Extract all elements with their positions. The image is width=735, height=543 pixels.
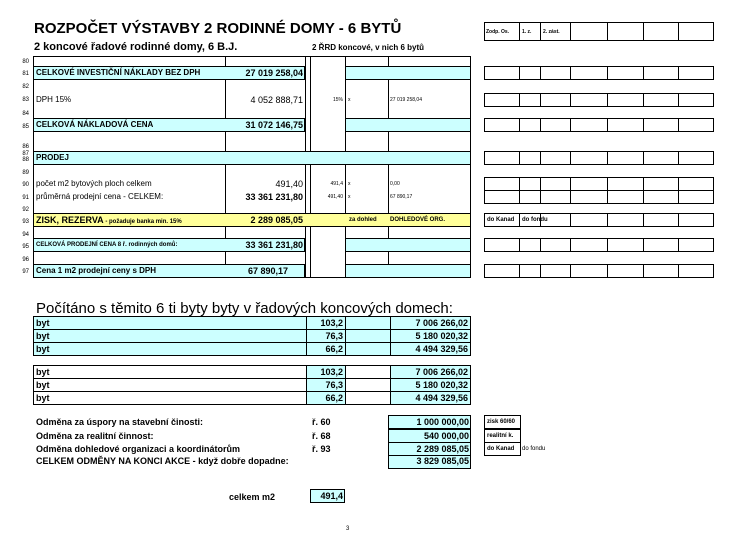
reward-label: Odměna za úspory na stavební činosti: xyxy=(36,417,204,427)
reward-value[interactable]: 540 000,00 xyxy=(423,431,469,441)
reward-total-label: CELKEM ODMĚNY NA KONCI AKCE - když dobře dopadne: xyxy=(36,456,289,466)
table-row: byt 66,2 4 494 329,56 xyxy=(34,343,471,356)
row-90-value[interactable]: 491,40 xyxy=(275,179,303,189)
row-number: 89 xyxy=(22,170,29,176)
row-number: 85 xyxy=(22,124,29,130)
row-number: 90 xyxy=(22,182,29,188)
side-header-1z: 1. z. xyxy=(522,29,532,35)
row-88-label: PRODEJ xyxy=(36,153,69,162)
reward-ref: ř. 68 xyxy=(312,431,331,441)
reward-label: Odměna dohledové organizaci a koordinátorům xyxy=(36,444,241,454)
side-kanad: do Kanad xyxy=(487,217,515,223)
reward-note: realitní k. xyxy=(487,433,514,439)
row-number: 92 xyxy=(22,207,29,213)
row-93-value[interactable]: 2 289 085,05 xyxy=(250,215,303,225)
row-number: 86 xyxy=(22,144,29,150)
row-93-org: DOHLEDOVÉ ORG. xyxy=(390,217,446,223)
side-header-2zast: 2. zást. xyxy=(543,29,560,35)
row-number: 94 xyxy=(22,232,29,238)
row-number: 96 xyxy=(22,257,29,263)
reward-note: do Kanad xyxy=(487,446,515,452)
table-row: byt 76,3 5 180 020,32 xyxy=(34,330,471,343)
row-81-label: CELKOVÉ INVESTIČNÍ NÁKLADY BEZ DPH xyxy=(36,68,201,77)
row-91-x: x xyxy=(348,194,351,200)
row-85-value[interactable]: 31 072 146,75 xyxy=(245,120,303,130)
row-number: 82 xyxy=(22,84,29,90)
row-85-label: CELKOVÁ NÁKLADOVÁ CENA xyxy=(36,120,154,129)
row-number: 87 xyxy=(22,151,29,157)
row-93-dohled: za dohled xyxy=(349,217,377,223)
row-91-label: průměrná prodejní cena - CELKEM: xyxy=(36,192,164,201)
reward-ref: ř. 60 xyxy=(312,417,331,427)
reward-label: Odměna za realitní činnost: xyxy=(36,431,154,441)
page-number: 3 xyxy=(346,526,350,532)
row-83-calc: 27 019 258,04 xyxy=(390,97,422,103)
row-83-x: x xyxy=(348,97,351,103)
row-83-label: DPH 15% xyxy=(36,95,72,104)
row-93-label: ZISK, REZERVA - požaduje banka min. 15% xyxy=(36,215,182,225)
row-97-value[interactable]: 67 890,17 xyxy=(247,266,288,276)
reward-note: zisk 60/60 xyxy=(487,419,516,425)
row-number: 93 xyxy=(22,219,29,225)
row-number: 91 xyxy=(22,195,29,201)
table-row: byt 103,2 7 006 266,02 xyxy=(34,317,471,330)
reward-value[interactable]: 1 000 000,00 xyxy=(416,417,469,427)
row-90-label: počet m2 bytových ploch celkem xyxy=(36,179,152,188)
reward-total-value[interactable]: 3 829 085,05 xyxy=(416,456,469,466)
row-90-x: x xyxy=(348,181,351,187)
table-row: byt 103,2 7 006 266,02 xyxy=(34,366,471,379)
row-91-b: 67 890,17 xyxy=(390,194,413,200)
reward-ref: ř. 93 xyxy=(312,444,331,454)
row-number: 84 xyxy=(22,111,29,117)
apartments-heading: Počítáno s těmito 6 ti byty byty v řadových koncových domech: xyxy=(36,300,453,317)
reward-value[interactable]: 2 289 085,05 xyxy=(416,444,469,454)
side-header-zodp: Zodp. Os. xyxy=(486,29,510,35)
row-number: 95 xyxy=(22,244,29,250)
page-title: ROZPOČET VÝSTAVBY 2 RODINNÉ DOMY - 6 BYTŮ xyxy=(34,20,402,37)
row-88-highlight xyxy=(33,151,471,165)
row-81-value[interactable]: 27 019 258,04 xyxy=(245,68,303,78)
reward-note-2: do fondu xyxy=(522,446,546,452)
row-90-a: 491,4 xyxy=(330,181,343,187)
total-area-value[interactable]: 491,4 xyxy=(320,491,343,501)
row-91-value[interactable]: 33 361 231,80 xyxy=(245,192,303,202)
table-row: byt 66,2 4 494 329,56 xyxy=(34,392,471,405)
row-number: 97 xyxy=(22,269,29,275)
row-number: 81 xyxy=(22,71,29,77)
apartments-table-2 xyxy=(33,365,471,405)
row-90-b: 0,00 xyxy=(390,181,400,187)
row-83-pct: 15% xyxy=(332,97,343,103)
header-note: 2 ŘRD koncové, v nich 6 bytů xyxy=(312,43,425,52)
table-row: byt 76,3 5 180 020,32 xyxy=(34,379,471,392)
row-number: 88 xyxy=(22,157,29,163)
row-83-value[interactable]: 4 052 888,71 xyxy=(250,95,303,105)
page-subtitle: 2 koncové řadové rodinné domy, 6 B.J. xyxy=(34,41,238,53)
total-area-label: celkem m2 xyxy=(229,492,276,502)
side-fond: do fondu xyxy=(522,217,548,223)
row-91-a: 491,40 xyxy=(327,194,343,200)
row-97-label: Cena 1 m2 prodejní ceny s DPH xyxy=(36,266,157,275)
row-number: 80 xyxy=(22,59,29,65)
row-95-label: CELKOVÁ PRODEJNÍ CENA 8 ř. rodinných domů: xyxy=(36,242,178,248)
apartments-table-1 xyxy=(33,316,471,356)
row-95-value[interactable]: 33 361 231,80 xyxy=(245,240,303,250)
row-number: 83 xyxy=(22,97,29,103)
